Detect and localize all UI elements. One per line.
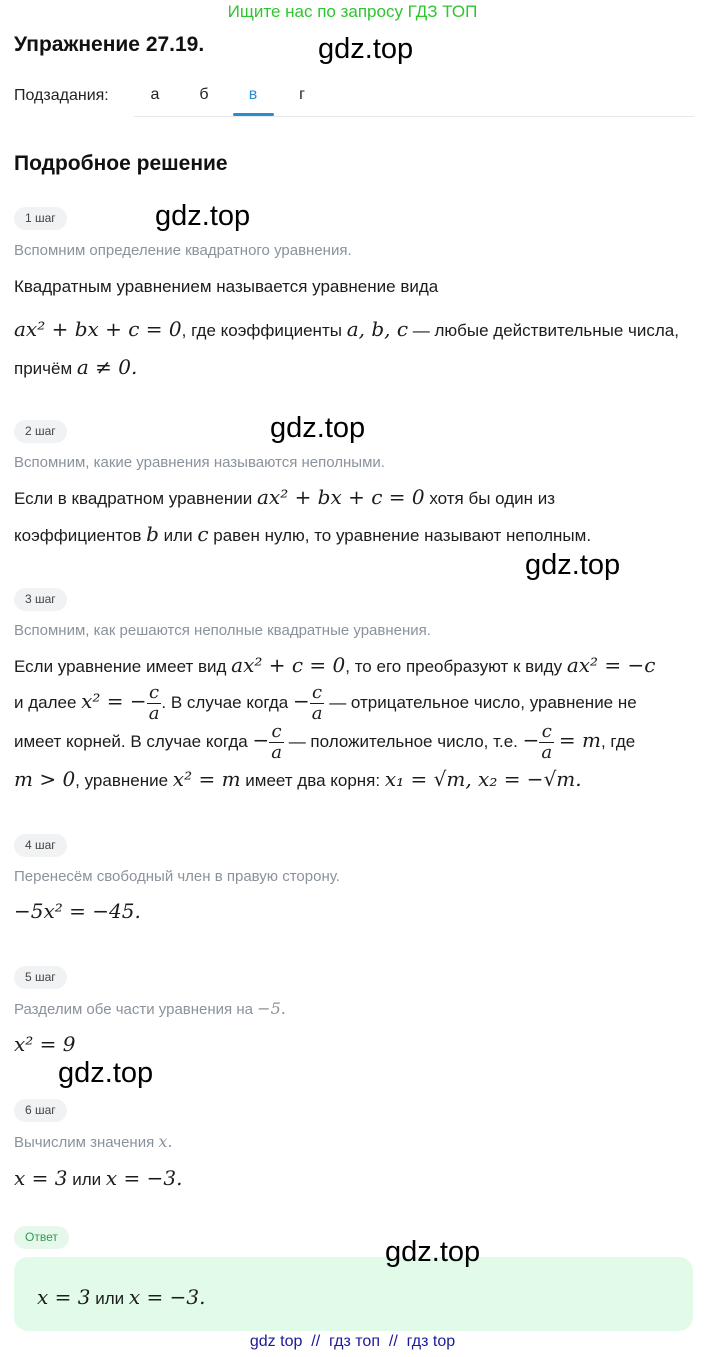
fraction-c-over-a: $\frac{c}{a}$: [541, 721, 553, 763]
math-sign: −: [252, 727, 270, 752]
text: имеет корней. В случае когда: [14, 731, 248, 751]
math-expression: a ≠ 0.: [76, 355, 138, 379]
subtasks-label: Подзадания:: [14, 87, 109, 104]
step-equation: [14, 1167, 182, 1191]
fraction-c-over-a: $\frac{c}{a}$: [271, 721, 282, 763]
step-badge: 5 шаг: [14, 966, 67, 989]
math-var: c: [197, 522, 209, 546]
step-hint: [14, 999, 286, 1018]
text: — положительное число, т.е.: [288, 731, 518, 751]
step-text: [14, 318, 679, 342]
step-text: [14, 654, 655, 678]
step-badge: 6 шаг: [14, 1099, 67, 1122]
text: , где коэффициенты: [181, 321, 342, 340]
section-title: Подробное решение: [14, 152, 228, 175]
text: Вычислим значения: [14, 1134, 155, 1151]
math-expression: ax² + c = 0: [231, 653, 346, 677]
text: и далее: [14, 692, 77, 712]
step-text: Квадратным уравнением называется уравнение вида: [14, 277, 439, 296]
text: или: [163, 526, 193, 545]
math-expression: −5.: [257, 999, 286, 1018]
text: коэффициентов: [14, 526, 142, 545]
text: — отрицательное число, уравнение не: [329, 692, 637, 712]
math-expression: x² = m: [172, 767, 241, 791]
step-text: [14, 486, 555, 510]
tab-g[interactable]: г: [299, 86, 305, 103]
math-sign: −: [292, 688, 310, 713]
text: . В случае когда: [161, 692, 289, 712]
step-text: [14, 523, 591, 547]
tab-a[interactable]: а: [150, 86, 160, 103]
watermark: gdz.top: [270, 412, 366, 444]
fraction-c-over-a: $\frac{c}{a}$: [148, 682, 160, 724]
answer-badge: Ответ: [14, 1226, 69, 1249]
text: хотя бы один из: [429, 489, 556, 508]
step-badge: 3 шаг: [14, 588, 67, 611]
step-hint: [14, 1132, 173, 1151]
math-expression: x = −3.: [105, 1166, 183, 1190]
text: , где: [600, 731, 636, 751]
answer-text: [37, 1286, 205, 1310]
text: Если в квадратном уравнении: [14, 489, 253, 508]
promo-banner[interactable]: Ищите нас по запросу ГДЗ ТОП: [227, 2, 478, 21]
text: Если уравнение имеет вид: [14, 657, 227, 676]
subtask-tabs: [134, 80, 694, 117]
math-expression: −5x² = −45.: [14, 899, 141, 923]
step-badge: 1 шаг: [14, 207, 67, 230]
math-expression: ax² + bx + c = 0: [14, 317, 182, 341]
footer-links[interactable]: gdz top // гдз топ // гдз top: [249, 1333, 456, 1350]
step-badge: 2 шаг: [14, 420, 67, 443]
text: Разделим обе части уравнения на: [14, 1001, 253, 1018]
step-equation: [14, 1033, 76, 1057]
step-hint: Вспомним, как решаются неполные квадратные уравнения.: [14, 622, 431, 639]
watermark: gdz.top: [58, 1057, 154, 1089]
text: , уравнение: [75, 771, 169, 790]
math-var: b: [146, 522, 159, 546]
math-expression: x² = −: [81, 688, 147, 713]
text: , то его преобразуют к виду: [345, 657, 563, 676]
text: — любые действительные числа,: [412, 321, 679, 340]
tab-b[interactable]: б: [199, 86, 209, 103]
step-hint: Перенесём свободный член в правую сторону.: [14, 868, 340, 885]
step-text: [14, 356, 137, 380]
math-expression: x = −3.: [128, 1285, 206, 1309]
fraction-c-over-a: $\frac{c}{a}$: [311, 682, 323, 724]
step-text: [14, 768, 582, 792]
math-expression: = m: [558, 727, 601, 752]
text: или: [72, 1170, 102, 1189]
step-text: [14, 722, 635, 763]
math-expression: x² = 9: [14, 1032, 76, 1056]
math-expression: ax² + bx + c = 0: [256, 485, 425, 509]
step-badge: 4 шаг: [14, 834, 67, 857]
page-title: Упражнение 27.19.: [14, 33, 205, 56]
math-sign: −: [522, 727, 540, 752]
text: равен нулю, то уравнение называют неполным.: [213, 526, 592, 545]
step-hint: Вспомним определение квадратного уравнения.: [14, 242, 352, 259]
step-hint: Вспомним, какие уравнения называются неполными.: [14, 454, 385, 471]
math-expression: x = 3: [37, 1285, 91, 1309]
step-equation: [14, 900, 141, 924]
tab-v[interactable]: в: [248, 86, 258, 103]
math-expression: ax² = −c: [566, 653, 656, 677]
math-expression: x₁ = √m, x₂ = −√m.: [384, 767, 582, 791]
math-expression: m > 0: [14, 767, 76, 791]
text: или: [95, 1289, 125, 1308]
math-expression: x = 3: [14, 1166, 68, 1190]
watermark: gdz.top: [525, 549, 621, 581]
math-expression: a, b, c: [346, 317, 409, 341]
text: имеет два корня:: [245, 771, 381, 790]
watermark: gdz.top: [318, 33, 414, 65]
watermark: gdz.top: [155, 200, 251, 232]
text: причём: [14, 359, 73, 378]
watermark: gdz.top: [385, 1236, 481, 1268]
active-tab-indicator: [233, 113, 274, 116]
step-text: [14, 683, 637, 724]
math-expression: x.: [158, 1132, 173, 1151]
